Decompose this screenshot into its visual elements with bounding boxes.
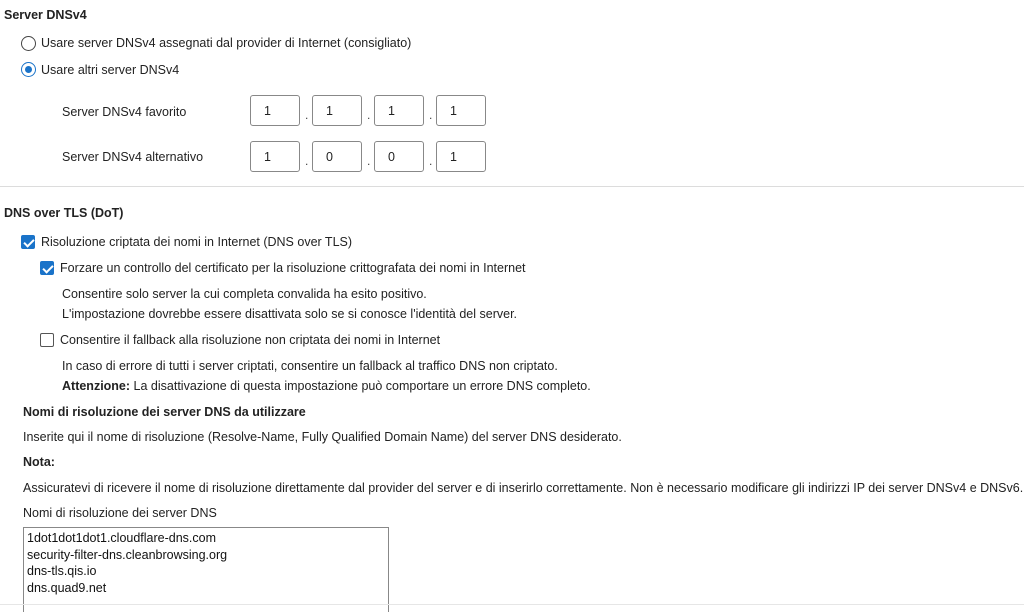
resolution-names-heading: Nomi di risoluzione dei server DNS da utilizzare: [23, 405, 306, 419]
alternate-dns-octet-2[interactable]: [312, 141, 362, 172]
fallback-checkbox[interactable]: [40, 333, 54, 347]
preferred-dns-label: Server DNSv4 favorito: [62, 105, 187, 119]
section-divider: [0, 186, 1024, 187]
radio-provider-dns[interactable]: [21, 36, 36, 51]
preferred-dns-octet-1[interactable]: [250, 95, 300, 126]
note-label: Nota:: [23, 455, 55, 469]
dns-names-textarea-label: Nomi di risoluzione dei server DNS: [23, 506, 217, 520]
octet-separator: .: [429, 154, 433, 168]
encrypted-dns-label[interactable]: Risoluzione criptata dei nomi in Internet (DNS over TLS): [41, 235, 353, 249]
bottom-divider: [0, 604, 1024, 605]
alternate-dns-octet-3[interactable]: [374, 141, 424, 172]
dns-server-name: 1dot1dot1dot1.cloudflare-dns.com: [27, 531, 217, 545]
preferred-dns-octet-3[interactable]: [374, 95, 424, 126]
radio-other-dns[interactable]: [21, 62, 36, 77]
radio-other-dns-label[interactable]: Usare altri server DNSv4: [41, 63, 180, 77]
octet-separator: .: [305, 108, 309, 122]
fallback-warning-text: La disattivazione di questa impostazione può comportare un errore DNS completo.: [130, 379, 591, 393]
alternate-dns-octet-4[interactable]: [436, 141, 486, 172]
fallback-warning: [62, 379, 591, 393]
octet-separator: .: [429, 108, 433, 122]
fallback-warning-label: Attenzione:: [62, 379, 131, 393]
resolution-names-intro: Inserite qui il nome di risoluzione (Resolve-Name, Fully Qualified Domain Name) del server DNS desiderato.: [23, 430, 622, 444]
dnsv4-section-title: Server DNSv4: [4, 8, 87, 22]
encrypted-dns-checkbox[interactable]: [21, 235, 35, 249]
dot-section-title: DNS over TLS (DoT): [4, 206, 124, 220]
note-text: Assicuratevi di ricevere il nome di risoluzione direttamente dal provider del server e di inserirlo correttamente. Non è necessario modificare gli indirizzi IP dei server DNSv4 e DNSv6.: [23, 481, 1024, 495]
dns-server-name: security-filter-dns.cleanbrowsing.org: [27, 547, 228, 562]
preferred-dns-octet-4[interactable]: [436, 95, 486, 126]
dns-server-name: dns.quad9.net: [27, 580, 107, 595]
fallback-label[interactable]: Consentire il fallback alla risoluzione non criptata dei nomi in Internet: [60, 333, 441, 347]
force-certificate-description: Consentire solo server la cui completa convalida ha esito positivo.: [62, 287, 427, 301]
force-certificate-hint: L'impostazione dovrebbe essere disattivata solo se si conosce l'identità del server.: [62, 307, 518, 321]
preferred-dns-octet-2[interactable]: [312, 95, 362, 126]
force-certificate-checkbox[interactable]: [40, 261, 54, 275]
dns-server-name: dns-tls.qis.io: [27, 564, 97, 578]
radio-provider-dns-label[interactable]: Usare server DNSv4 assegnati dal provider di Internet (consigliato): [41, 36, 412, 50]
octet-separator: .: [367, 154, 371, 168]
alternate-dns-octet-1[interactable]: [250, 141, 300, 172]
force-certificate-label[interactable]: Forzare un controllo del certificato per la risoluzione crittografata dei nomi in Internet: [60, 261, 526, 275]
octet-separator: .: [305, 154, 309, 168]
fallback-description: In caso di errore di tutti i server criptati, consentire un fallback al traffico DNS non criptato.: [62, 359, 558, 373]
octet-separator: .: [367, 108, 371, 122]
dns-names-textarea[interactable]: [23, 527, 389, 612]
alternate-dns-label: Server DNSv4 alternativo: [62, 150, 204, 164]
